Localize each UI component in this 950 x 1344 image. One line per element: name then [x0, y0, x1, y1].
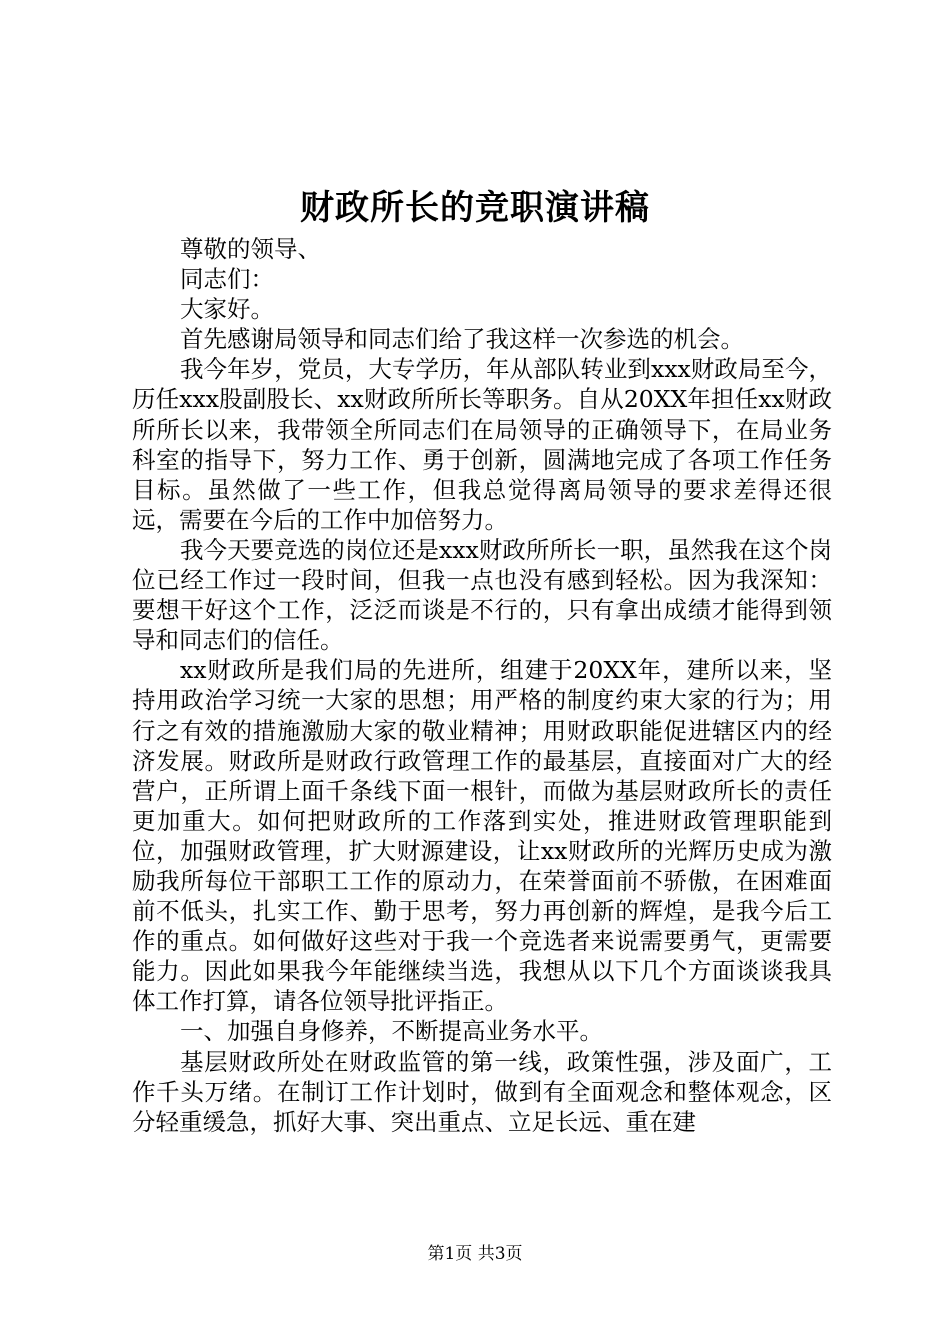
paragraph-thanks: 首先感谢局领导和同志们给了我这样一次参选的机会。 [180, 325, 744, 354]
paragraph-section-1: 基层财政所处在财政监管的第一线，政策性强，涉及面广，工作千头万绪。在制订工作计划时，做到有全面观念和整体观念，区分轻重缓急，抓好大事、突出重点、立足长远、重在建 [132, 1047, 832, 1136]
salutation-line-1: 尊敬的领导、 [180, 235, 321, 263]
section-heading-1: 一、加强自身修养，不断提高业务水平。 [180, 1017, 603, 1046]
paragraph-position: 我今天要竞选的岗位还是xxx财政所所长一职，虽然我在这个岗位已经工作过一段时间，但我一点也没有感到轻松。因为我深知：要想干好这个工作，泛泛而谈是不行的，只有拿出成绩才能得到领导和同志们的信任。 [132, 535, 832, 655]
salutation-line-2: 同志们： [180, 265, 274, 294]
page-number-footer: 第1页 共3页 [427, 1244, 523, 1264]
paragraph-office-history: xx财政所是我们局的先进所，组建于20XX年，建所以来，坚持用政治学习统一大家的思想；用严格的制度约束大家的行为；用行之有效的措施激励大家的敬业精神；用财政职能促进辖区内的经济发展。财政所是财政行政管理工作的最基层，直接面对广大的经营户，正所谓上面千条线下面一根针，而做为基层财政所长的责任更加重大。如何把财政所的工作落到实处，推进财政管理职能到位，加强财政管理，扩大财源建设，让xx财政所的光辉历史成为激励我所每位干部职工工作的原动力，在荣誉面前不骄傲，在困难面前不低头，扎实工作、勤于思考，努力再创新的辉煌，是我今后工作的重点。如何做好这些对于我一个竞选者来说需要勇气，更需要能力。因此如果我今年能继续当选，我想从以下几个方面谈谈我具体工作打算，请各位领导批评指正。 [132, 656, 832, 1016]
paragraph-background: 我今年岁，党员，大专学历，年从部队转业到xxx财政局至今，历任xxx股副股长、xx财政所所长等职务。自从20XX年担任xx财政所所长以来，我带领全所同志们在局领导的正确领导下，在局业务科室的指导下，努力工作、勇于创新，圆满地完成了各项工作任务目标。虽然做了一些工作，但我总觉得离局领导的要求差得还很远，需要在今后的工作中加倍努力。 [132, 355, 832, 534]
document-title: 财政所长的竞职演讲稿 [300, 188, 650, 228]
document-body [132, 234, 832, 1137]
greeting-line: 大家好。 [180, 295, 274, 324]
